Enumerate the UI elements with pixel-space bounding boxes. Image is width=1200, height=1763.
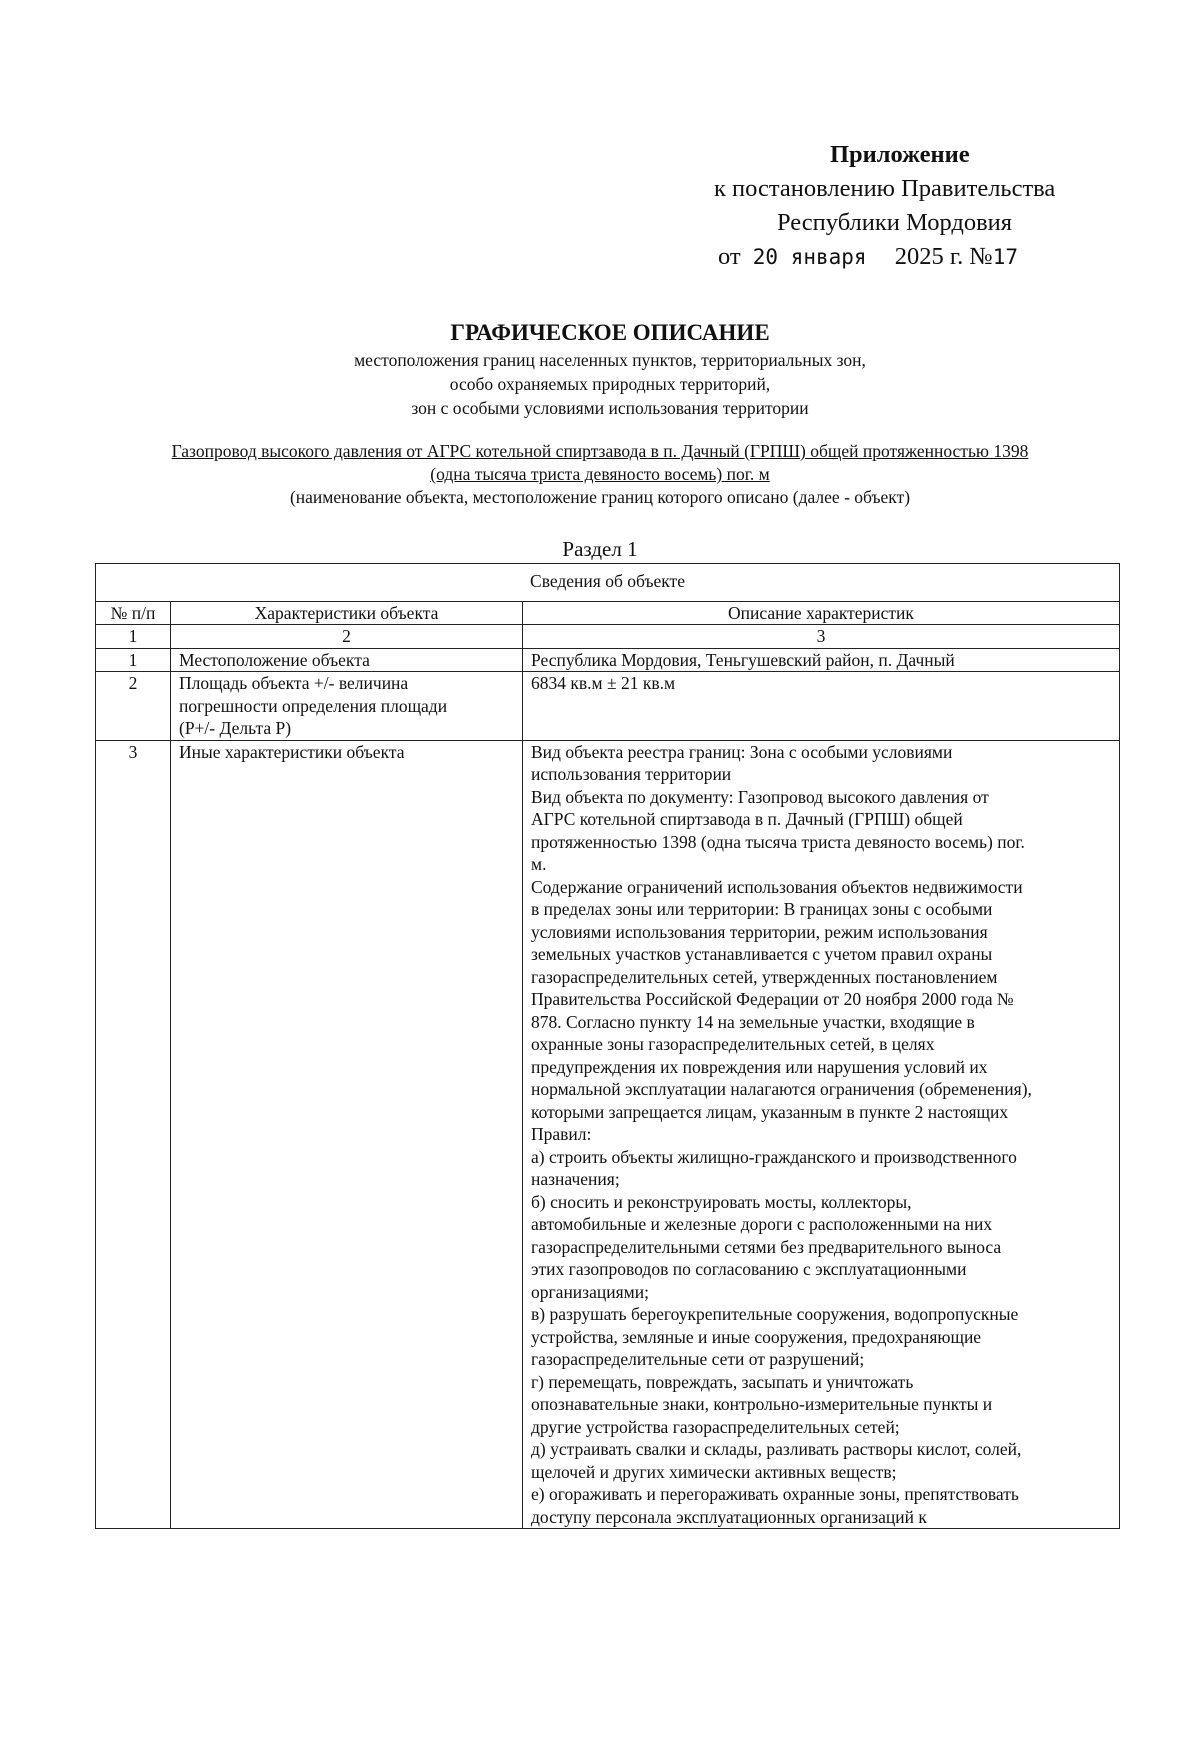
description-line: а) строить объекты жилищно-гражданского и производственного <box>531 1146 1017 1167</box>
row-characteristic: Иные характеристики объекта <box>171 740 523 1529</box>
description-line: другие устройства газораспределительных сетей; <box>531 1416 900 1437</box>
description-line: устройства, земляные и иные сооружения, предохраняющие <box>531 1326 982 1347</box>
description-line: Правительства Российской Федерации от 20 ноября 2000 года № <box>531 989 1014 1009</box>
header-number: № п/п <box>96 601 171 625</box>
description-line: щелочей и других химически активных веществ; <box>531 1461 897 1482</box>
description-line: 6834 кв.м ± 21 кв.м <box>531 673 676 693</box>
table-row <box>96 740 1120 1529</box>
description-line: Вид объекта реестра границ: Зона с особыми условиями <box>531 741 953 762</box>
row-description <box>523 740 1120 1529</box>
date-year: 2025 г. № <box>894 243 993 270</box>
description-line: которыми запрещается лицам, указанным в пункте 2 настоящих <box>531 1101 1009 1122</box>
row-description <box>523 672 1120 741</box>
description-line: Вид объекта по документу: Газопровод высокого давления от <box>531 786 989 807</box>
description-line: Содержание ограничений использования объектов недвижимости <box>531 876 1023 897</box>
column-numbers-row <box>96 625 1120 649</box>
object-name-line: (одна тысяча триста девяносто восемь) пог. м <box>430 464 770 484</box>
row-description <box>523 648 1120 672</box>
table-row <box>96 672 1120 741</box>
object-info-table <box>95 563 1120 1529</box>
date-prefix: от <box>718 243 741 270</box>
table-header-row <box>96 601 1120 625</box>
object-caption: (наименование объекта, местоположение границ которого описано (далее - объект) <box>289 487 911 507</box>
description-line: е) огораживать и перегораживать охранные зоны, препятствовать <box>531 1484 1019 1504</box>
row-number: 3 <box>96 740 171 1529</box>
column-number: 1 <box>96 625 171 649</box>
description-line: опознавательные знаки, контрольно-измерительные пункты и <box>531 1394 993 1414</box>
column-number: 3 <box>523 625 1120 649</box>
appendix-header <box>690 138 1130 274</box>
header-description: Описание характеристик <box>523 601 1120 625</box>
table-caption: Сведения об объекте <box>96 564 1120 602</box>
row-number: 1 <box>96 648 171 672</box>
description-line: протяженностью 1398 (одна тысяча триста девяносто восемь) пог. <box>531 831 1025 852</box>
description-line: б) сносить и реконструировать мосты, коллекторы, <box>531 1191 912 1212</box>
row-characteristic: Местоположение объекта <box>171 648 523 672</box>
object-name-block <box>100 440 1100 509</box>
description-line: организациями; <box>531 1281 649 1302</box>
description-line: нормальной эксплуатации налагаются ограничения (обременения), <box>531 1079 1032 1099</box>
description-line: Республика Мордовия, Теньгушевский район, п. Дачный <box>531 649 955 670</box>
subtitle-line: местоположения границ населенных пунктов, территориальных зон, <box>354 350 866 370</box>
description-line: охранные зоны газораспределительных сетей, в целях <box>531 1034 935 1054</box>
description-line: 878. Согласно пункту 14 на земельные участки, входящие в <box>531 1011 975 1032</box>
description-line: м. <box>531 854 547 874</box>
description-line: этих газопроводов по согласованию с эксплуатационными <box>531 1259 967 1279</box>
date-value: 20 января <box>752 245 867 269</box>
document-title-block <box>0 318 1200 420</box>
object-name-line: Газопровод высокого давления от АГРС котельной спиртзавода в п. Дачный (ГРПШ) общей протяженностью 1398 <box>171 441 1029 461</box>
description-line: газораспределительных сетей, утвержденных постановлением <box>531 966 998 987</box>
table-row <box>96 648 1120 672</box>
description-line: предупреждения их повреждения или нарушения условий их <box>531 1056 988 1077</box>
description-line: доступу персонала эксплуатационных организаций к <box>531 1506 927 1527</box>
description-line: д) устраивать свалки и склады, разливать растворы кислот, солей, <box>531 1439 1022 1459</box>
description-line: Правил: <box>531 1124 592 1144</box>
table-caption-row <box>96 564 1120 602</box>
appendix-line-resolution: к постановлению Правительства <box>714 175 1056 202</box>
description-line: автомобильные и железные дороги с расположенными на них <box>531 1214 993 1234</box>
row-number: 2 <box>96 672 171 741</box>
header-characteristic: Характеристики объекта <box>171 601 523 625</box>
description-line: АГРС котельной спиртзавода в п. Дачный (ГРПШ) общей <box>531 809 963 829</box>
description-line: газораспределительные сети от разрушений; <box>531 1349 865 1369</box>
description-line: газораспределительными сетями без предварительного выноса <box>531 1236 1002 1257</box>
description-line: земельных участков устанавливается с учетом правил охраны <box>531 944 993 964</box>
resolution-number: 17 <box>992 245 1019 269</box>
description-line: условиями использования территории, режим использования <box>531 921 988 942</box>
appendix-date-line <box>690 240 1130 274</box>
appendix-line-republic: Республики Мордовия <box>777 209 1013 236</box>
description-line: в пределах зоны или территории: В границах зоны с особыми <box>531 899 993 919</box>
subtitle-line: зон с особыми условиями использования территории <box>411 398 809 418</box>
description-line: назначения; <box>531 1169 620 1189</box>
description-line: в) разрушать берегоукрепительные сооружения, водопропускные <box>531 1304 1019 1324</box>
appendix-title: Приложение <box>830 141 970 168</box>
column-number: 2 <box>171 625 523 649</box>
row-characteristic: Площадь объекта +/- величина погрешности определения площади (P+/- Дельта P) <box>171 672 523 741</box>
description-line: использования территории <box>531 764 732 784</box>
subtitle-line: особо охраняемых природных территорий, <box>449 374 771 394</box>
section-label: Раздел 1 <box>562 537 638 561</box>
document-title: ГРАФИЧЕСКОЕ ОПИСАНИЕ <box>450 320 770 345</box>
description-line: г) перемещать, повреждать, засыпать и уничтожать <box>531 1371 914 1392</box>
